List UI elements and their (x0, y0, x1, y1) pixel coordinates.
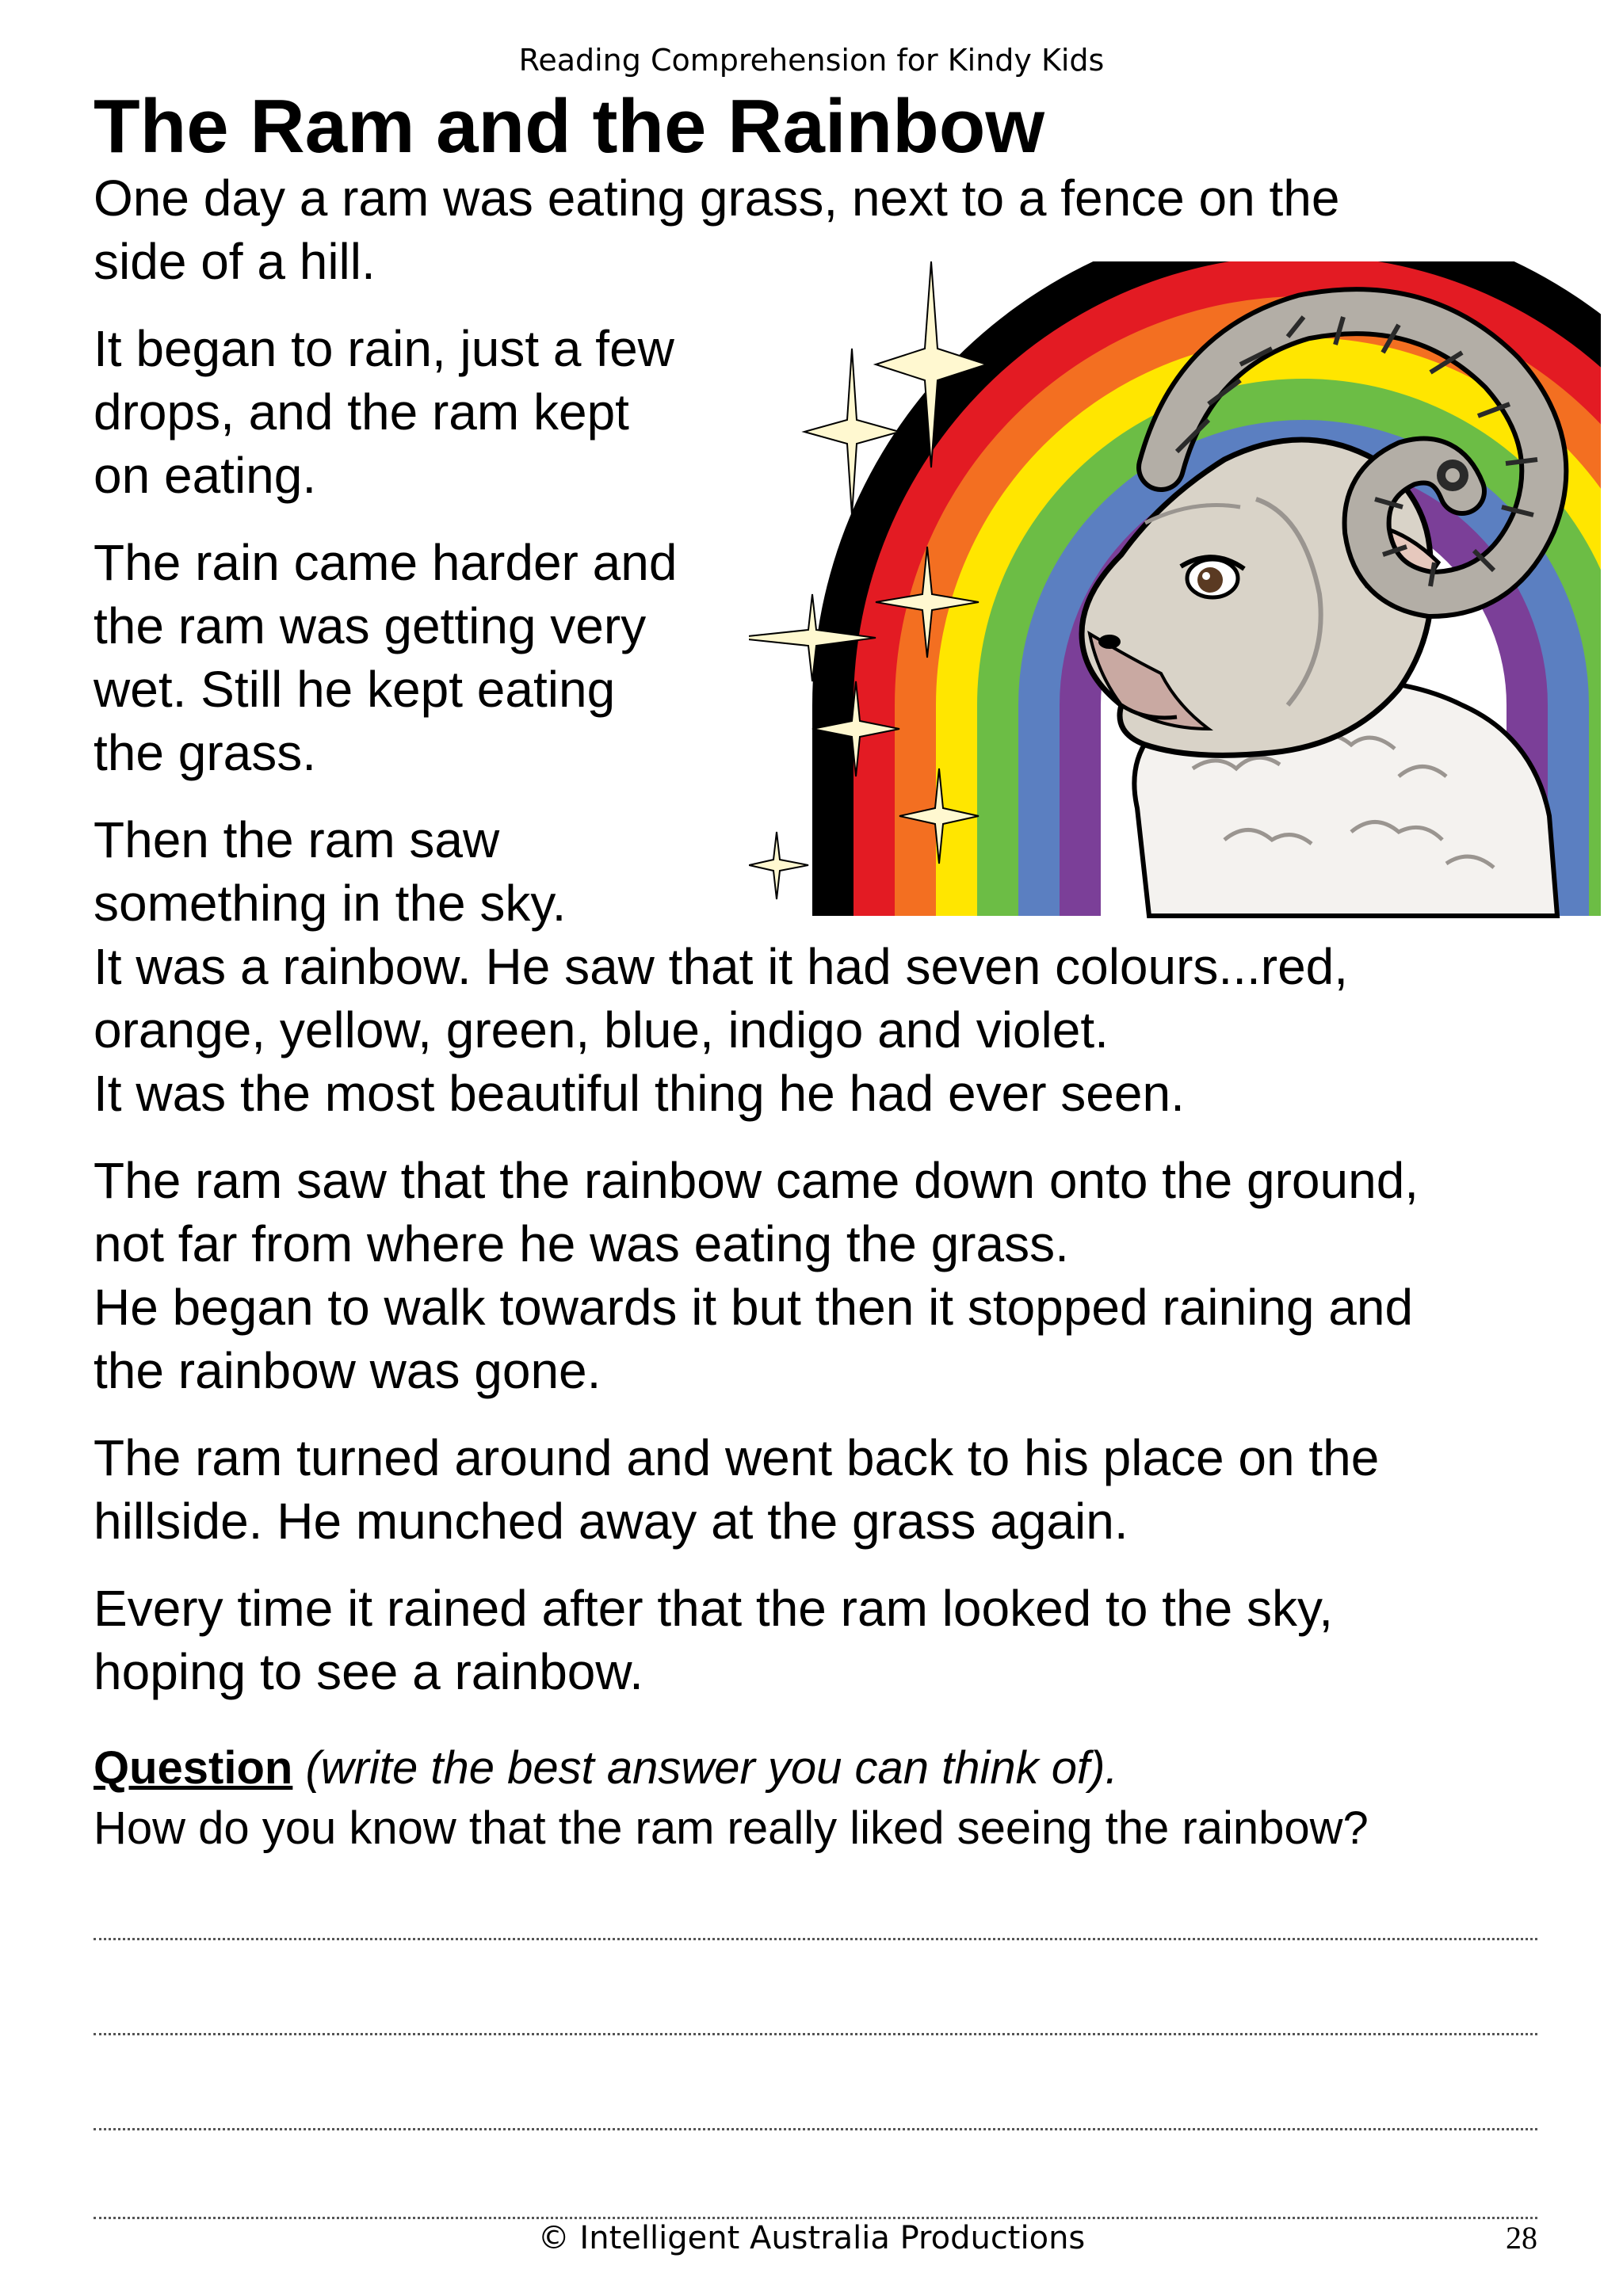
story-line: orange, yellow, green, blue, indigo and violet. (94, 1001, 1109, 1058)
answer-line[interactable] (94, 2128, 1537, 2130)
story-line: He began to walk towards it but then it stopped raining and (94, 1279, 1414, 1336)
story-line: The ram turned around and went back to his place on the (94, 1429, 1380, 1486)
question-text: How do you know that the ram really liked seeing the rainbow? (94, 1802, 1369, 1854)
story-line: Then the ram saw (94, 811, 500, 868)
story-line: on eating. (94, 447, 317, 504)
answer-line[interactable] (94, 2033, 1537, 2035)
story-line: drops, and the ram kept (94, 383, 629, 441)
story-paragraph-5 (94, 1149, 1536, 1402)
copyright-footer: © Intelligent Australia Productions (537, 2220, 1086, 2256)
page-number: 28 (1506, 2220, 1537, 2256)
story-line: It was the most beautiful thing he had ever seen. (94, 1065, 1185, 1122)
story-line: wet. Still he kept eating (94, 661, 616, 718)
page-title: The Ram and the Rainbow (94, 84, 1045, 169)
story-line: It began to rain, just a few (94, 320, 674, 377)
story-line: hillside. He munched away at the grass again. (94, 1493, 1128, 1550)
story-line: side of a hill. (94, 233, 376, 290)
story-paragraph-7 (94, 1577, 1536, 1703)
story-line: It was a rainbow. He saw that it had seven colours...red, (94, 938, 1349, 995)
answer-line[interactable] (94, 1938, 1537, 1940)
story-line: The rain came harder and (94, 534, 678, 591)
question-instruction: (write the best answer you can think of). (292, 1742, 1118, 1794)
series-header: Reading Comprehension for Kindy Kids (518, 43, 1105, 78)
question-heading (94, 1740, 1118, 1797)
story-paragraph-6 (94, 1426, 1536, 1553)
story-line: the ram was getting very (94, 597, 647, 654)
story-line: not far from where he was eating the grass. (94, 1215, 1069, 1272)
story-line: The ram saw that the rainbow came down onto the ground, (94, 1152, 1419, 1209)
story-line: One day a ram was eating grass, next to a fence on the (94, 170, 1340, 227)
ram-rainbow-illustration (749, 261, 1601, 927)
story-line: something in the sky. (94, 875, 567, 932)
story-line: the grass. (94, 724, 317, 781)
story-line: hoping to see a rainbow. (94, 1643, 643, 1700)
question-label: Question (94, 1742, 293, 1794)
story-line: the rainbow was gone. (94, 1342, 601, 1399)
story-line: Every time it rained after that the ram looked to the sky, (94, 1580, 1333, 1637)
